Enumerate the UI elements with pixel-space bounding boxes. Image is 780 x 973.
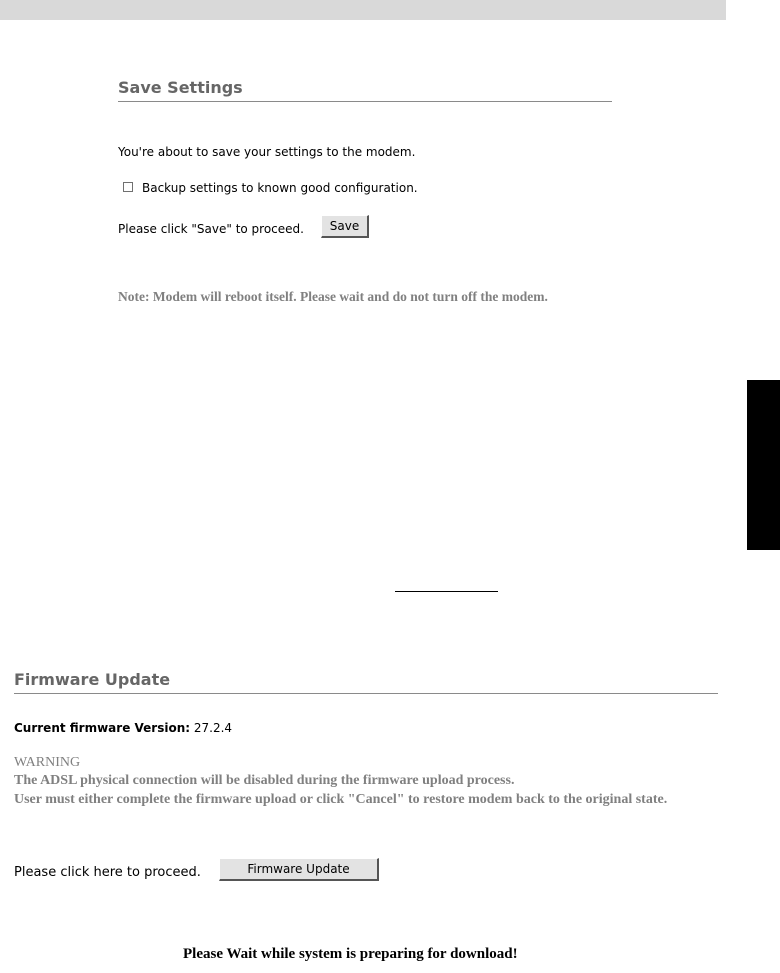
warning-title: WARNING <box>14 755 81 770</box>
save-settings-title: Save Settings <box>118 78 243 97</box>
save-button[interactable]: Save <box>321 215 369 238</box>
firmware-version-label: Current firmware Version: <box>14 721 191 735</box>
wait-message: Please Wait while system is preparing for download! <box>183 946 518 962</box>
warning-line-1: The ADSL physical connection will be disabled during the firmware upload process. <box>14 773 515 788</box>
firmware-update-button[interactable]: Firmware Update <box>219 858 379 881</box>
top-bar <box>0 0 726 20</box>
firmware-title: Firmware Update <box>14 670 171 689</box>
warning-line-2: User must either complete the firmware upload or click "Cancel" to restore modem back to the original state. <box>14 792 668 807</box>
reboot-note: Note: Modem will reboot itself. Please wait and do not turn off the modem. <box>118 289 548 304</box>
firmware-version <box>14 721 232 735</box>
section-divider <box>395 591 498 592</box>
firmware-version-value: 27.2.4 <box>193 721 233 735</box>
save-proceed-text: Please click "Save" to proceed. <box>118 222 304 236</box>
save-settings-rule <box>118 101 612 102</box>
backup-label: Backup settings to known good configuration. <box>142 181 418 195</box>
firmware-rule <box>14 693 718 694</box>
save-intro-text: You're about to save your settings to the modem. <box>118 145 416 159</box>
backup-checkbox[interactable] <box>123 182 133 192</box>
side-tab <box>747 380 780 550</box>
firmware-proceed-text: Please click here to proceed. <box>14 865 201 880</box>
